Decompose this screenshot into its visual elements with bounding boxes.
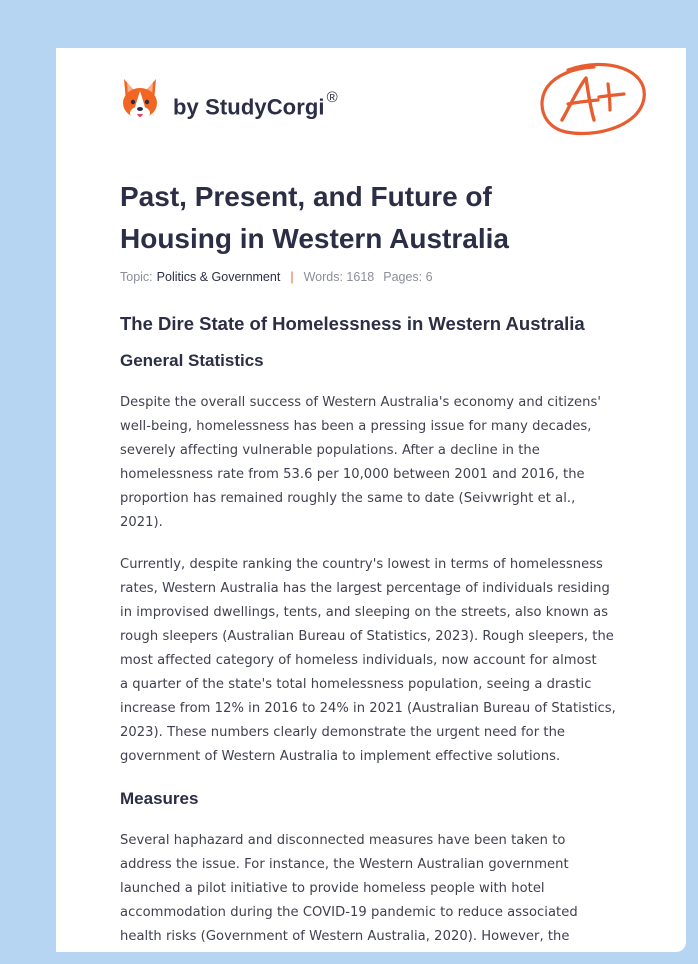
paragraph-line: 2021). (120, 515, 163, 530)
document-page (56, 48, 686, 952)
paragraph-line: rough sleepers (Australian Bureau of Statistics, 2023). Rough sleepers, the (120, 629, 614, 644)
subsection-heading-general-statistics: General Statistics (120, 351, 264, 370)
paragraph-line: 2023). These numbers clearly demonstrate the urgent need for the (120, 725, 566, 740)
paragraph-line: increase from 12% in 2016 to 24% in 2021 (Australian Bureau of Statistics, (120, 701, 616, 716)
paragraph-line: severely affecting vulnerable populations. After a decline in the (120, 443, 540, 458)
topic-link[interactable]: Politics & Government (156, 270, 281, 284)
paragraph-line: well-being, homelessness has been a pressing issue for many decades, (120, 419, 592, 434)
paragraph-line: most affected category of homeless individuals, now account for almost (120, 653, 597, 668)
paragraph-line: homelessness rate from 53.6 per 10,000 between 2001 and 2016, the (120, 467, 585, 482)
paragraph-line: a quarter of the state's total homelessness population, seeing a drastic (120, 677, 592, 692)
corgi-icon (120, 77, 160, 123)
page-count: Pages: 6 (383, 270, 433, 284)
paragraph-line: government of Western Australia to implement effective solutions. (120, 749, 561, 764)
paragraph-3 (120, 829, 632, 949)
paragraph-line: address the issue. For instance, the Western Australian government (120, 857, 569, 872)
topic-label: Topic: (120, 270, 153, 284)
paragraph-line: Despite the overall success of Western Australia's economy and citizens' (120, 395, 601, 410)
brand-text: by StudyCorgi (173, 94, 325, 120)
registered-mark: ® (326, 89, 338, 107)
brand-name (173, 89, 338, 120)
paragraph-line: rates, Western Australia has the largest percentage of individuals residing (120, 581, 610, 596)
paragraph-line: Currently, despite ranking the country's lowest in terms of homelessness (120, 557, 603, 572)
paragraph-line: proportion has remained roughly the same to date (Seivwright et al., (120, 491, 576, 506)
meta-separator: | (290, 270, 294, 284)
paragraph-line: in improvised dwellings, tents, and sleeping on the streets, also known as (120, 605, 609, 620)
document-title: Past, Present, and Future of Housing in Western Australia (120, 181, 509, 254)
paragraph-line: Several haphazard and disconnected measures have been taken to (120, 833, 566, 848)
studycorgi-logo[interactable] (120, 76, 338, 124)
subsection-heading-measures: Measures (120, 789, 199, 808)
word-count: Words: 1618 (303, 270, 375, 284)
section-heading: The Dire State of Homelessness in Western Australia (120, 313, 585, 334)
paragraph-line: accommodation during the COVID-19 pandemic to reduce associated (120, 905, 578, 920)
grade-a-plus-badge (538, 58, 650, 140)
paragraph-line: health risks (Government of Western Australia, 2020). However, the (120, 929, 570, 944)
paragraph-2 (120, 553, 632, 769)
document-meta (120, 270, 433, 284)
paragraph-line: launched a pilot initiative to provide homeless people with hotel (120, 881, 545, 896)
paragraph-1 (120, 391, 632, 535)
